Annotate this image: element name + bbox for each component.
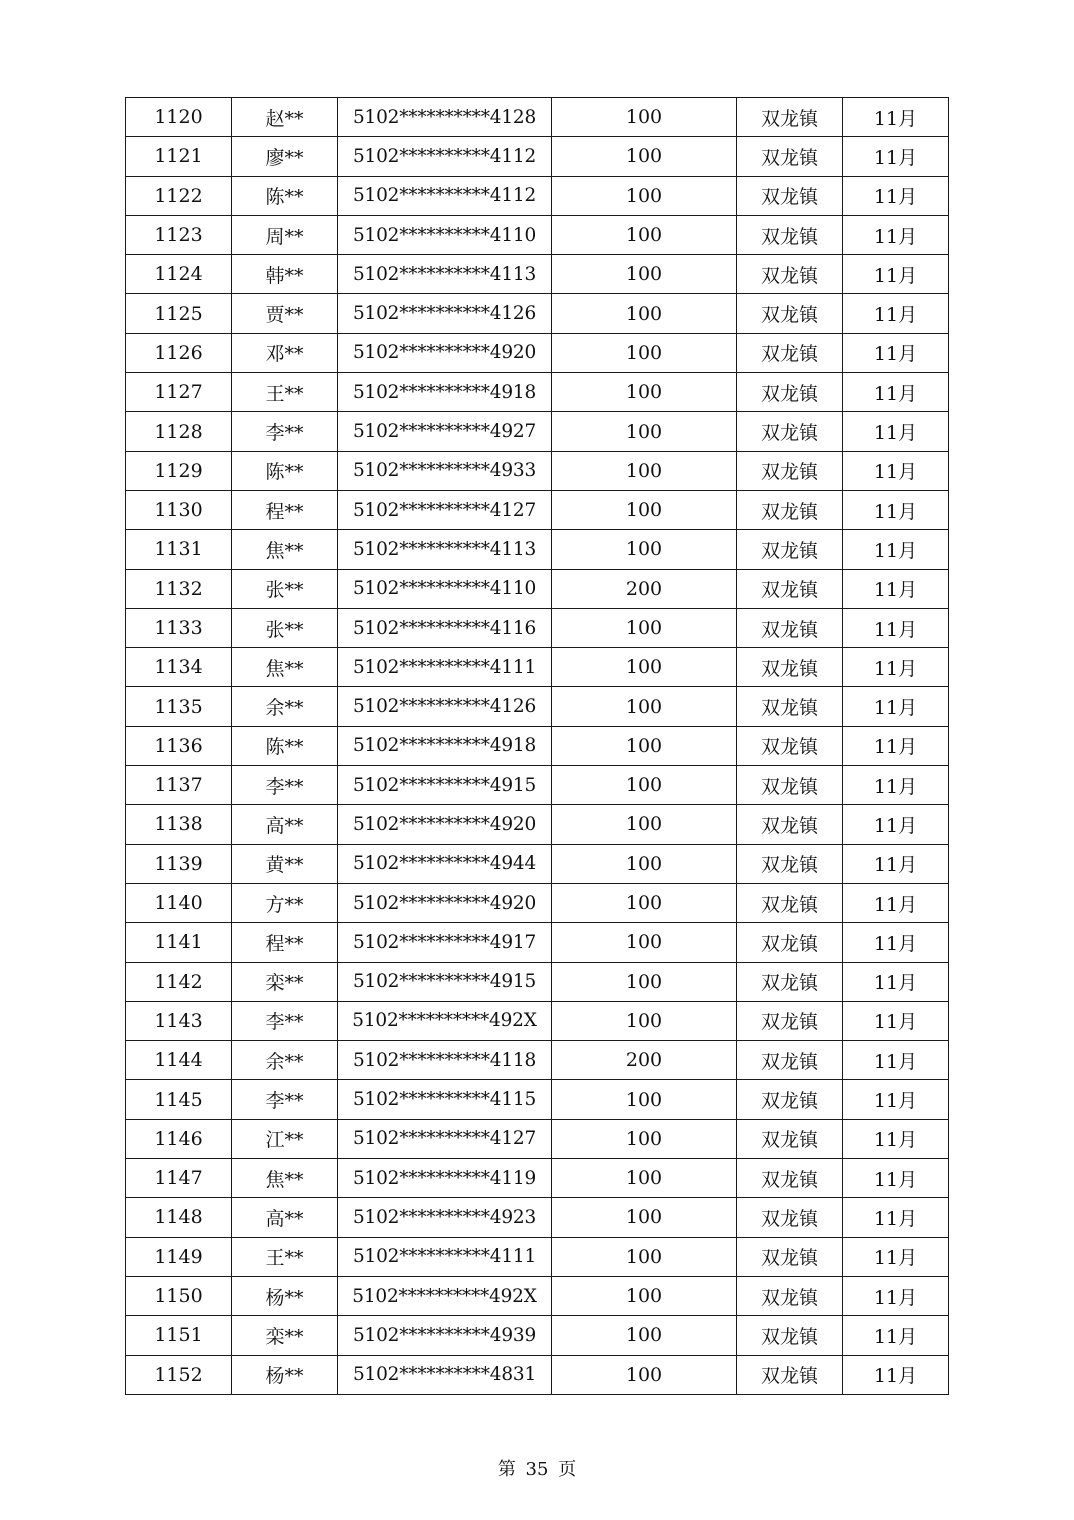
serial-number-cell: 1126 [126,333,232,372]
amount-cell: 100 [552,1119,737,1158]
town-cell: 双龙镇 [737,844,843,883]
name-cell: 李** [232,1080,338,1119]
month-cell: 11月 [843,137,949,176]
town-cell: 双龙镇 [737,1159,843,1198]
month-cell: 11月 [843,451,949,490]
amount-cell: 100 [552,215,737,254]
town-cell: 双龙镇 [737,923,843,962]
town-cell: 双龙镇 [737,451,843,490]
month-cell: 11月 [843,844,949,883]
page-number: 35 [525,1459,549,1480]
town-cell: 双龙镇 [737,766,843,805]
month-cell: 11月 [843,1355,949,1394]
table-row [126,1355,949,1394]
table-row [126,255,949,294]
amount-cell: 100 [552,412,737,451]
town-cell: 双龙镇 [737,294,843,333]
table-row [126,923,949,962]
serial-number-cell: 1144 [126,1041,232,1080]
table-row [126,530,949,569]
amount-cell: 100 [552,608,737,647]
id-number-cell: 5102**********4112 [338,176,552,215]
town-cell: 双龙镇 [737,530,843,569]
serial-number-cell: 1132 [126,569,232,608]
month-cell: 11月 [843,805,949,844]
amount-cell: 100 [552,1001,737,1040]
name-cell: 江** [232,1119,338,1158]
town-cell: 双龙镇 [737,1041,843,1080]
name-cell: 邓** [232,333,338,372]
name-cell: 张** [232,569,338,608]
serial-number-cell: 1147 [126,1159,232,1198]
amount-cell: 100 [552,530,737,569]
id-number-cell: 5102**********4933 [338,451,552,490]
id-number-cell: 5102**********4831 [338,1355,552,1394]
month-cell: 11月 [843,412,949,451]
month-cell: 11月 [843,883,949,922]
id-number-cell: 5102**********4920 [338,883,552,922]
month-cell: 11月 [843,373,949,412]
name-cell: 焦** [232,648,338,687]
serial-number-cell: 1151 [126,1316,232,1355]
table-row [126,648,949,687]
table-row [126,726,949,765]
amount-cell: 100 [552,1237,737,1276]
id-number-cell: 5102**********4127 [338,490,552,529]
table-row [126,569,949,608]
name-cell: 程** [232,490,338,529]
table-row [126,844,949,883]
amount-cell: 100 [552,373,737,412]
name-cell: 杨** [232,1276,338,1315]
table-row [126,176,949,215]
month-cell: 11月 [843,766,949,805]
table-row [126,1041,949,1080]
month-cell: 11月 [843,1276,949,1315]
id-number-cell: 5102**********4118 [338,1041,552,1080]
town-cell: 双龙镇 [737,333,843,372]
amount-cell: 100 [552,137,737,176]
amount-cell: 100 [552,1080,737,1119]
month-cell: 11月 [843,490,949,529]
serial-number-cell: 1123 [126,215,232,254]
amount-cell: 100 [552,1316,737,1355]
town-cell: 双龙镇 [737,726,843,765]
name-cell: 李** [232,412,338,451]
serial-number-cell: 1143 [126,1001,232,1040]
id-number-cell: 5102**********4923 [338,1198,552,1237]
name-cell: 韩** [232,255,338,294]
month-cell: 11月 [843,569,949,608]
serial-number-cell: 1145 [126,1080,232,1119]
town-cell: 双龙镇 [737,1080,843,1119]
table-row [126,1119,949,1158]
serial-number-cell: 1128 [126,412,232,451]
name-cell: 廖** [232,137,338,176]
amount-cell: 100 [552,255,737,294]
town-cell: 双龙镇 [737,687,843,726]
serial-number-cell: 1142 [126,962,232,1001]
amount-cell: 100 [552,648,737,687]
table-row [126,137,949,176]
amount-cell: 100 [552,1198,737,1237]
id-number-cell: 5102**********4119 [338,1159,552,1198]
month-cell: 11月 [843,294,949,333]
table-row [126,1276,949,1315]
serial-number-cell: 1146 [126,1119,232,1158]
table-row [126,687,949,726]
page-prefix: 第 [497,1459,516,1480]
id-number-cell: 5102**********4111 [338,1237,552,1276]
id-number-cell: 5102**********4918 [338,373,552,412]
name-cell: 焦** [232,530,338,569]
id-number-cell: 5102**********4920 [338,805,552,844]
name-cell: 王** [232,1237,338,1276]
amount-cell: 100 [552,687,737,726]
data-table-container [125,97,949,1395]
data-table [125,97,949,1395]
town-cell: 双龙镇 [737,569,843,608]
table-row [126,883,949,922]
name-cell: 余** [232,1041,338,1080]
serial-number-cell: 1135 [126,687,232,726]
name-cell: 李** [232,1001,338,1040]
serial-number-cell: 1134 [126,648,232,687]
month-cell: 11月 [843,255,949,294]
id-number-cell: 5102**********4920 [338,333,552,372]
id-number-cell: 5102**********4116 [338,608,552,647]
name-cell: 陈** [232,451,338,490]
town-cell: 双龙镇 [737,255,843,294]
town-cell: 双龙镇 [737,883,843,922]
amount-cell: 100 [552,333,737,372]
town-cell: 双龙镇 [737,1355,843,1394]
month-cell: 11月 [843,1237,949,1276]
page-footer [0,1455,1074,1481]
town-cell: 双龙镇 [737,1237,843,1276]
name-cell: 杨** [232,1355,338,1394]
month-cell: 11月 [843,962,949,1001]
name-cell: 赵** [232,98,338,137]
serial-number-cell: 1140 [126,883,232,922]
amount-cell: 100 [552,805,737,844]
id-number-cell: 5102**********4915 [338,962,552,1001]
serial-number-cell: 1141 [126,923,232,962]
serial-number-cell: 1150 [126,1276,232,1315]
serial-number-cell: 1148 [126,1198,232,1237]
serial-number-cell: 1136 [126,726,232,765]
serial-number-cell: 1131 [126,530,232,569]
id-number-cell: 5102**********4112 [338,137,552,176]
id-number-cell: 5102**********4113 [338,530,552,569]
name-cell: 王** [232,373,338,412]
table-row [126,98,949,137]
month-cell: 11月 [843,1198,949,1237]
amount-cell: 100 [552,962,737,1001]
name-cell: 周** [232,215,338,254]
serial-number-cell: 1124 [126,255,232,294]
serial-number-cell: 1130 [126,490,232,529]
serial-number-cell: 1138 [126,805,232,844]
id-number-cell: 5102**********4915 [338,766,552,805]
table-row [126,294,949,333]
table-row [126,1080,949,1119]
month-cell: 11月 [843,98,949,137]
table-row [126,805,949,844]
month-cell: 11月 [843,215,949,254]
name-cell: 高** [232,1198,338,1237]
town-cell: 双龙镇 [737,648,843,687]
amount-cell: 100 [552,1159,737,1198]
id-number-cell: 5102**********4944 [338,844,552,883]
amount-cell: 100 [552,176,737,215]
table-row [126,608,949,647]
name-cell: 栾** [232,962,338,1001]
name-cell: 程** [232,923,338,962]
id-number-cell: 5102**********492X [338,1276,552,1315]
amount-cell: 100 [552,1355,737,1394]
town-cell: 双龙镇 [737,962,843,1001]
name-cell: 陈** [232,176,338,215]
town-cell: 双龙镇 [737,1198,843,1237]
town-cell: 双龙镇 [737,98,843,137]
town-cell: 双龙镇 [737,490,843,529]
serial-number-cell: 1129 [126,451,232,490]
table-row [126,1159,949,1198]
id-number-cell: 5102**********4126 [338,294,552,333]
table-row [126,1316,949,1355]
month-cell: 11月 [843,1080,949,1119]
serial-number-cell: 1137 [126,766,232,805]
name-cell: 焦** [232,1159,338,1198]
town-cell: 双龙镇 [737,176,843,215]
id-number-cell: 5102**********4110 [338,215,552,254]
town-cell: 双龙镇 [737,1001,843,1040]
serial-number-cell: 1152 [126,1355,232,1394]
town-cell: 双龙镇 [737,1316,843,1355]
town-cell: 双龙镇 [737,412,843,451]
month-cell: 11月 [843,333,949,372]
amount-cell: 100 [552,844,737,883]
amount-cell: 100 [552,451,737,490]
serial-number-cell: 1139 [126,844,232,883]
month-cell: 11月 [843,1119,949,1158]
serial-number-cell: 1149 [126,1237,232,1276]
amount-cell: 100 [552,1276,737,1315]
id-number-cell: 5102**********4917 [338,923,552,962]
id-number-cell: 5102**********4127 [338,1119,552,1158]
month-cell: 11月 [843,608,949,647]
table-row [126,412,949,451]
month-cell: 11月 [843,1159,949,1198]
name-cell: 方** [232,883,338,922]
month-cell: 11月 [843,1001,949,1040]
table-row [126,1198,949,1237]
month-cell: 11月 [843,923,949,962]
table-row [126,1237,949,1276]
town-cell: 双龙镇 [737,1276,843,1315]
month-cell: 11月 [843,1316,949,1355]
id-number-cell: 5102**********4115 [338,1080,552,1119]
serial-number-cell: 1122 [126,176,232,215]
serial-number-cell: 1121 [126,137,232,176]
town-cell: 双龙镇 [737,373,843,412]
amount-cell: 100 [552,766,737,805]
name-cell: 黄** [232,844,338,883]
table-row [126,766,949,805]
table-row [126,490,949,529]
name-cell: 陈** [232,726,338,765]
id-number-cell: 5102**********4113 [338,255,552,294]
month-cell: 11月 [843,530,949,569]
month-cell: 11月 [843,687,949,726]
serial-number-cell: 1133 [126,608,232,647]
town-cell: 双龙镇 [737,137,843,176]
amount-cell: 100 [552,294,737,333]
amount-cell: 200 [552,569,737,608]
table-row [126,962,949,1001]
month-cell: 11月 [843,176,949,215]
month-cell: 11月 [843,726,949,765]
town-cell: 双龙镇 [737,805,843,844]
id-number-cell: 5102**********4111 [338,648,552,687]
id-number-cell: 5102**********4939 [338,1316,552,1355]
name-cell: 栾** [232,1316,338,1355]
month-cell: 11月 [843,648,949,687]
id-number-cell: 5102**********4927 [338,412,552,451]
table-row [126,373,949,412]
town-cell: 双龙镇 [737,1119,843,1158]
table-body [126,98,949,1395]
serial-number-cell: 1127 [126,373,232,412]
amount-cell: 100 [552,98,737,137]
town-cell: 双龙镇 [737,215,843,254]
table-row [126,333,949,372]
month-cell: 11月 [843,1041,949,1080]
page-suffix: 页 [558,1459,577,1480]
amount-cell: 200 [552,1041,737,1080]
id-number-cell: 5102**********492X [338,1001,552,1040]
serial-number-cell: 1125 [126,294,232,333]
serial-number-cell: 1120 [126,98,232,137]
id-number-cell: 5102**********4126 [338,687,552,726]
table-row [126,215,949,254]
name-cell: 余** [232,687,338,726]
name-cell: 高** [232,805,338,844]
amount-cell: 100 [552,490,737,529]
amount-cell: 100 [552,883,737,922]
id-number-cell: 5102**********4110 [338,569,552,608]
id-number-cell: 5102**********4128 [338,98,552,137]
amount-cell: 100 [552,923,737,962]
table-row [126,451,949,490]
name-cell: 贾** [232,294,338,333]
town-cell: 双龙镇 [737,608,843,647]
amount-cell: 100 [552,726,737,765]
name-cell: 张** [232,608,338,647]
name-cell: 李** [232,766,338,805]
id-number-cell: 5102**********4918 [338,726,552,765]
table-row [126,1001,949,1040]
